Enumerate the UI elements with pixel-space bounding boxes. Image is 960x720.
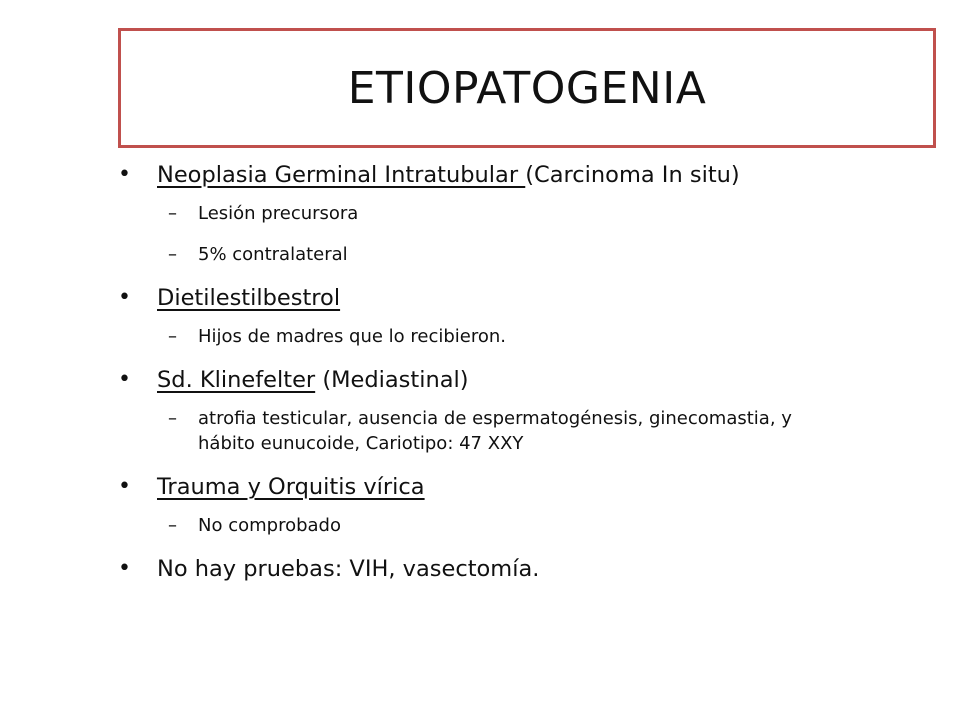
sub-item [118, 324, 918, 349]
bullet-underlined-text: Trauma y Orquitis vírica [157, 474, 425, 500]
bullet-rest-text: (Carcinoma In situ) [525, 162, 740, 188]
bullet-item-klinefelter [118, 365, 918, 395]
bullet-item-dietilestilbestrol [118, 283, 918, 313]
bullet-underlined-text: Neoplasia Germinal Intratubular [157, 162, 526, 188]
sub-item [118, 201, 918, 226]
slide-title: ETIOPATOGENIA [347, 62, 707, 114]
title-box [118, 28, 936, 148]
sub-item [118, 406, 838, 456]
bullet-rest-text: (Mediastinal) [315, 367, 469, 393]
bullet-item-no-hay-pruebas [118, 554, 918, 584]
bullet-list [118, 160, 918, 597]
sub-item-text: Hijos de madres que lo recibieron. [198, 326, 507, 347]
dash-icon: – [168, 408, 177, 429]
sub-item [118, 242, 918, 267]
dash-icon: – [168, 203, 177, 224]
bullet-rest-text: No hay pruebas: VIH, vasectomía. [157, 556, 540, 582]
bullet-item-trauma [118, 472, 918, 502]
bullet-icon: • [118, 474, 131, 499]
sub-item [118, 513, 918, 538]
bullet-icon: • [118, 367, 131, 392]
sub-item-text: 5% contralateral [198, 244, 348, 265]
sub-item-text: No comprobado [198, 515, 341, 536]
bullet-underlined-text: Dietilestilbestrol [157, 285, 341, 311]
bullet-item-neoplasia [118, 160, 918, 190]
bullet-underlined-text: Sd. Klinefelter [157, 367, 316, 393]
bullet-icon: • [118, 285, 131, 310]
sub-item-text: atrofia testicular, ausencia de espermatogénesis, ginecomastia, y hábito eunucoide, Cariotipo: 47 XXY [198, 408, 792, 454]
bullet-icon: • [118, 162, 131, 187]
bullet-icon: • [118, 556, 131, 581]
dash-icon: – [168, 326, 177, 347]
dash-icon: – [168, 244, 177, 265]
sub-item-text: Lesión precursora [198, 203, 359, 224]
dash-icon: – [168, 515, 177, 536]
